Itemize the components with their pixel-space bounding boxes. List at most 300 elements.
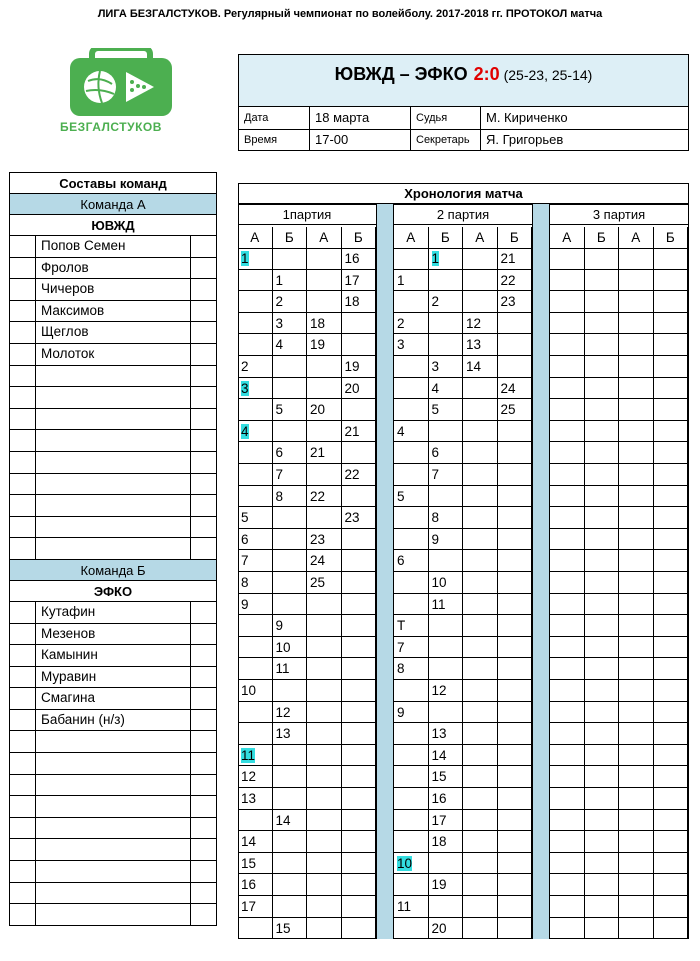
score-cell [619, 248, 654, 270]
score-cell [498, 334, 533, 356]
score-cell [307, 378, 342, 400]
score-cell [654, 637, 689, 659]
set-separator [532, 204, 550, 939]
score-cell: 10 [429, 572, 464, 594]
score-cell [463, 464, 498, 486]
score-cell [238, 615, 273, 637]
column-header: А [463, 227, 498, 249]
score-cell [585, 594, 620, 616]
score-cell [654, 270, 689, 292]
score-cell [498, 356, 533, 378]
score-cell: Т [394, 615, 429, 637]
column-header: А [307, 227, 342, 249]
score-cell [585, 270, 620, 292]
score-cell [307, 356, 342, 378]
score-cell [342, 615, 377, 637]
highlighted-score: 3 [241, 380, 249, 396]
score-cell [429, 313, 464, 335]
score-cell [654, 421, 689, 443]
score-cell [654, 853, 689, 875]
score-cell: 12 [463, 313, 498, 335]
score-cell [307, 788, 342, 810]
score-cell [619, 745, 654, 767]
score-cell: 12 [429, 680, 464, 702]
score-cell [429, 853, 464, 875]
score-cell [238, 270, 273, 292]
roster-row [10, 517, 217, 539]
roster-row [10, 495, 217, 517]
roster-player-name: Фролов [36, 258, 191, 279]
roster-row [10, 710, 217, 732]
score-cell [619, 313, 654, 335]
score-cell [654, 334, 689, 356]
score-cell [463, 529, 498, 551]
roster-row [10, 904, 217, 926]
score-cell: 11 [394, 896, 429, 918]
score-cell [463, 702, 498, 724]
score-cell [585, 507, 620, 529]
column-header: А [394, 227, 429, 249]
score-cell [307, 680, 342, 702]
highlighted-score: 11 [241, 747, 256, 763]
score-cell: 22 [307, 486, 342, 508]
score-cell [342, 658, 377, 680]
score-cell [342, 810, 377, 832]
roster-player-name [36, 452, 191, 473]
roster-player-name: Бабанин (н/з) [36, 710, 191, 731]
team-rosters [9, 172, 217, 926]
score-cell [342, 550, 377, 572]
score-cell [394, 723, 429, 745]
score-cell [619, 637, 654, 659]
roster-row [10, 688, 217, 710]
roster-mark-cell [191, 279, 217, 300]
roster-mark-cell [191, 624, 217, 645]
score-cell: 18 [342, 291, 377, 313]
score-cell [342, 594, 377, 616]
score-cell [273, 356, 308, 378]
score-cell [463, 680, 498, 702]
score-cell: 15 [429, 766, 464, 788]
set-label-2: 2 партия [394, 204, 532, 225]
roster-mark-cell [191, 818, 217, 839]
roster-player-name: Чичеров [36, 279, 191, 300]
score-cell [585, 788, 620, 810]
score-cell: 9 [273, 615, 308, 637]
score-cell: 8 [429, 507, 464, 529]
score-cell [429, 334, 464, 356]
score-cell: 22 [342, 464, 377, 486]
score-cell: 24 [498, 378, 533, 400]
score-cell [550, 788, 585, 810]
score-cell: 21 [342, 421, 377, 443]
score-cell [342, 918, 377, 940]
score-cell [463, 442, 498, 464]
score-cell [619, 378, 654, 400]
score-cell [654, 486, 689, 508]
roster-mark-cell [191, 602, 217, 623]
roster-player-name [36, 883, 191, 904]
score-cell [307, 853, 342, 875]
score-cell [342, 529, 377, 551]
score-cell [585, 378, 620, 400]
score-cell [619, 615, 654, 637]
time-value: 17-00 [310, 129, 411, 151]
score-cell [463, 766, 498, 788]
team-a-label: Команда А [10, 194, 217, 215]
roster-mark-cell [191, 301, 217, 322]
secretary-value: Я. Григорьев [486, 132, 564, 147]
date-value: 18 марта [310, 107, 411, 130]
score-cell [654, 572, 689, 594]
score-cell [550, 874, 585, 896]
score-cell [307, 702, 342, 724]
score-cell [342, 702, 377, 724]
score-cell [585, 399, 620, 421]
score-cell [342, 399, 377, 421]
score-cell [585, 248, 620, 270]
score-cell [550, 918, 585, 940]
score-cell [394, 291, 429, 313]
score-cell [550, 291, 585, 313]
score-cell [619, 788, 654, 810]
roster-number-cell [10, 344, 36, 365]
score-cell: 2 [429, 291, 464, 313]
score-cell: 10 [238, 680, 273, 702]
score-cell [619, 442, 654, 464]
match-header [238, 54, 689, 151]
score-cell [654, 615, 689, 637]
score-cell [273, 853, 308, 875]
roster-player-name [36, 818, 191, 839]
score-cell [550, 853, 585, 875]
score-cell: 7 [394, 637, 429, 659]
score-cell [619, 421, 654, 443]
score-cell [307, 831, 342, 853]
score-cell [654, 702, 689, 724]
score-cell [585, 334, 620, 356]
match-chronology [238, 183, 689, 937]
score-cell: 3 [429, 356, 464, 378]
roster-number-cell [10, 495, 36, 516]
score-cell [342, 486, 377, 508]
score-cell [619, 810, 654, 832]
roster-number-cell [10, 839, 36, 860]
score-cell [498, 896, 533, 918]
score-cell [429, 486, 464, 508]
score-cell [550, 529, 585, 551]
score-cell [585, 291, 620, 313]
chronology-grid [238, 183, 689, 937]
score-cell [238, 291, 273, 313]
score-cell [307, 421, 342, 443]
set-separator [376, 204, 394, 939]
score-cell [585, 486, 620, 508]
roster-mark-cell [191, 452, 217, 473]
score-cell [585, 529, 620, 551]
score-cell: 4 [394, 421, 429, 443]
highlighted-score: 1 [431, 251, 440, 266]
score-cell [654, 831, 689, 853]
roster-player-name [36, 775, 191, 796]
score-cell [550, 745, 585, 767]
score-cell [498, 874, 533, 896]
team-b-label: Команда Б [10, 560, 217, 581]
score-cell: 4 [273, 334, 308, 356]
score-cell: 21 [498, 248, 533, 270]
score-cell [238, 637, 273, 659]
score-cell: 6 [273, 442, 308, 464]
score-cell [273, 874, 308, 896]
score-cell [429, 637, 464, 659]
score-cell: 8 [238, 572, 273, 594]
score-cell: 5 [394, 486, 429, 508]
score-cell [498, 464, 533, 486]
score-cell: 2 [394, 313, 429, 335]
score-cell [550, 637, 585, 659]
score-cell: 12 [238, 766, 273, 788]
score-cell [463, 853, 498, 875]
score-cell [273, 788, 308, 810]
score-cell [307, 615, 342, 637]
score-cell [550, 356, 585, 378]
score-cell: 3 [273, 313, 308, 335]
roster-row [10, 279, 217, 301]
score-cell [619, 658, 654, 680]
score-cell [342, 745, 377, 767]
roster-mark-cell [191, 366, 217, 387]
column-header: А [619, 227, 654, 249]
roster-number-cell [10, 753, 36, 774]
score-cell [585, 442, 620, 464]
score-cell [619, 680, 654, 702]
roster-player-name [36, 517, 191, 538]
roster-row [10, 731, 217, 753]
score-cell [619, 702, 654, 724]
score-cell: 9 [238, 594, 273, 616]
score-cell: 18 [429, 831, 464, 853]
score-cell [394, 831, 429, 853]
score-cell [463, 421, 498, 443]
roster-number-cell [10, 775, 36, 796]
score-cell [238, 378, 273, 400]
roster-mark-cell [191, 474, 217, 495]
score-cell: 1 [394, 270, 429, 292]
score-cell [463, 637, 498, 659]
roster-mark-cell [191, 344, 217, 365]
score-cell [654, 918, 689, 940]
score-cell: 16 [238, 874, 273, 896]
score-cell [429, 270, 464, 292]
score-cell [238, 745, 273, 767]
score-cell [307, 594, 342, 616]
roster-player-name: Мезенов [36, 624, 191, 645]
score-cell [307, 896, 342, 918]
roster-player-name [36, 753, 191, 774]
score-cell [498, 572, 533, 594]
score-cell: 22 [498, 270, 533, 292]
score-cell [619, 572, 654, 594]
roster-player-name: Щеглов [36, 322, 191, 343]
column-header: Б [273, 227, 308, 249]
score-cell [238, 248, 273, 270]
roster-row [10, 409, 217, 431]
match-score: 2:0 [473, 64, 500, 84]
score-cell: 14 [463, 356, 498, 378]
score-cell [307, 637, 342, 659]
score-cell [498, 810, 533, 832]
score-cell [463, 745, 498, 767]
score-cell [619, 594, 654, 616]
score-cell [394, 529, 429, 551]
score-cell [498, 788, 533, 810]
roster-number-cell [10, 861, 36, 882]
score-cell: 13 [429, 723, 464, 745]
score-cell [585, 745, 620, 767]
score-cell [654, 550, 689, 572]
match-set-scores: (25-23, 25-14) [503, 67, 593, 83]
score-cell: 11 [429, 594, 464, 616]
roster-mark-cell [191, 430, 217, 451]
score-cell [394, 248, 429, 270]
roster-player-name: Камынин [36, 645, 191, 666]
score-cell [585, 637, 620, 659]
score-cell: 25 [498, 399, 533, 421]
score-cell [342, 831, 377, 853]
score-cell [394, 745, 429, 767]
score-cell: 3 [394, 334, 429, 356]
score-cell [498, 313, 533, 335]
score-cell [654, 766, 689, 788]
roster-mark-cell [191, 409, 217, 430]
score-cell [654, 378, 689, 400]
column-header: А [550, 227, 585, 249]
score-cell [273, 550, 308, 572]
score-cell: 12 [273, 702, 308, 724]
highlighted-score: 4 [241, 423, 249, 439]
roster-row [10, 538, 217, 560]
score-cell [307, 507, 342, 529]
roster-number-cell [10, 430, 36, 451]
column-header: Б [585, 227, 620, 249]
score-cell [550, 399, 585, 421]
score-cell [394, 594, 429, 616]
score-cell [550, 723, 585, 745]
score-cell [550, 378, 585, 400]
score-cell [463, 658, 498, 680]
score-cell [585, 572, 620, 594]
score-cell [463, 874, 498, 896]
score-cell: 8 [394, 658, 429, 680]
score-cell [273, 766, 308, 788]
score-cell [463, 486, 498, 508]
score-cell: 16 [342, 248, 377, 270]
score-cell [619, 270, 654, 292]
roster-number-cell [10, 710, 36, 731]
roster-row [10, 883, 217, 905]
roster-player-name: Молоток [36, 344, 191, 365]
score-cell [654, 680, 689, 702]
score-cell [585, 356, 620, 378]
score-cell [463, 291, 498, 313]
score-cell [394, 442, 429, 464]
score-cell [654, 810, 689, 832]
roster-row [10, 344, 217, 366]
roster-row [10, 474, 217, 496]
score-cell [429, 702, 464, 724]
roster-number-cell [10, 279, 36, 300]
score-cell [307, 464, 342, 486]
score-cell [654, 896, 689, 918]
score-cell [654, 291, 689, 313]
score-cell: 20 [342, 378, 377, 400]
roster-row [10, 322, 217, 344]
score-cell: 19 [342, 356, 377, 378]
match-teams: ЮВЖД – ЭФКО [334, 64, 468, 84]
roster-player-name [36, 474, 191, 495]
score-cell [585, 680, 620, 702]
roster-number-cell [10, 796, 36, 817]
score-cell [654, 464, 689, 486]
score-cell [307, 248, 342, 270]
roster-number-cell [10, 517, 36, 538]
score-cell [238, 442, 273, 464]
score-cell [654, 356, 689, 378]
score-cell [550, 507, 585, 529]
score-cell [463, 378, 498, 400]
score-cell: 6 [394, 550, 429, 572]
score-cell [550, 550, 585, 572]
score-cell: 7 [429, 464, 464, 486]
score-cell [342, 723, 377, 745]
score-cell [654, 594, 689, 616]
score-cell [238, 486, 273, 508]
roster-number-cell [10, 236, 36, 257]
score-cell [342, 874, 377, 896]
score-cell [238, 464, 273, 486]
score-cell [429, 421, 464, 443]
score-cell [619, 507, 654, 529]
score-cell [273, 529, 308, 551]
score-cell [342, 853, 377, 875]
roster-number-cell [10, 731, 36, 752]
score-cell [273, 572, 308, 594]
roster-row [10, 796, 217, 818]
roster-mark-cell [191, 538, 217, 559]
score-cell [273, 745, 308, 767]
score-cell [394, 810, 429, 832]
score-cell [307, 658, 342, 680]
score-cell [585, 810, 620, 832]
column-header: Б [654, 227, 689, 249]
score-cell [307, 723, 342, 745]
score-cell [550, 421, 585, 443]
roster-title: Составы команд [10, 173, 217, 194]
score-cell [550, 831, 585, 853]
score-cell [463, 270, 498, 292]
score-cell [463, 594, 498, 616]
roster-player-name [36, 861, 191, 882]
score-cell [585, 723, 620, 745]
score-cell [498, 831, 533, 853]
score-cell [619, 529, 654, 551]
score-cell [619, 853, 654, 875]
roster-player-name [36, 366, 191, 387]
roster-number-cell [10, 387, 36, 408]
roster-number-cell [10, 322, 36, 343]
score-cell [654, 874, 689, 896]
roster-player-name [36, 495, 191, 516]
